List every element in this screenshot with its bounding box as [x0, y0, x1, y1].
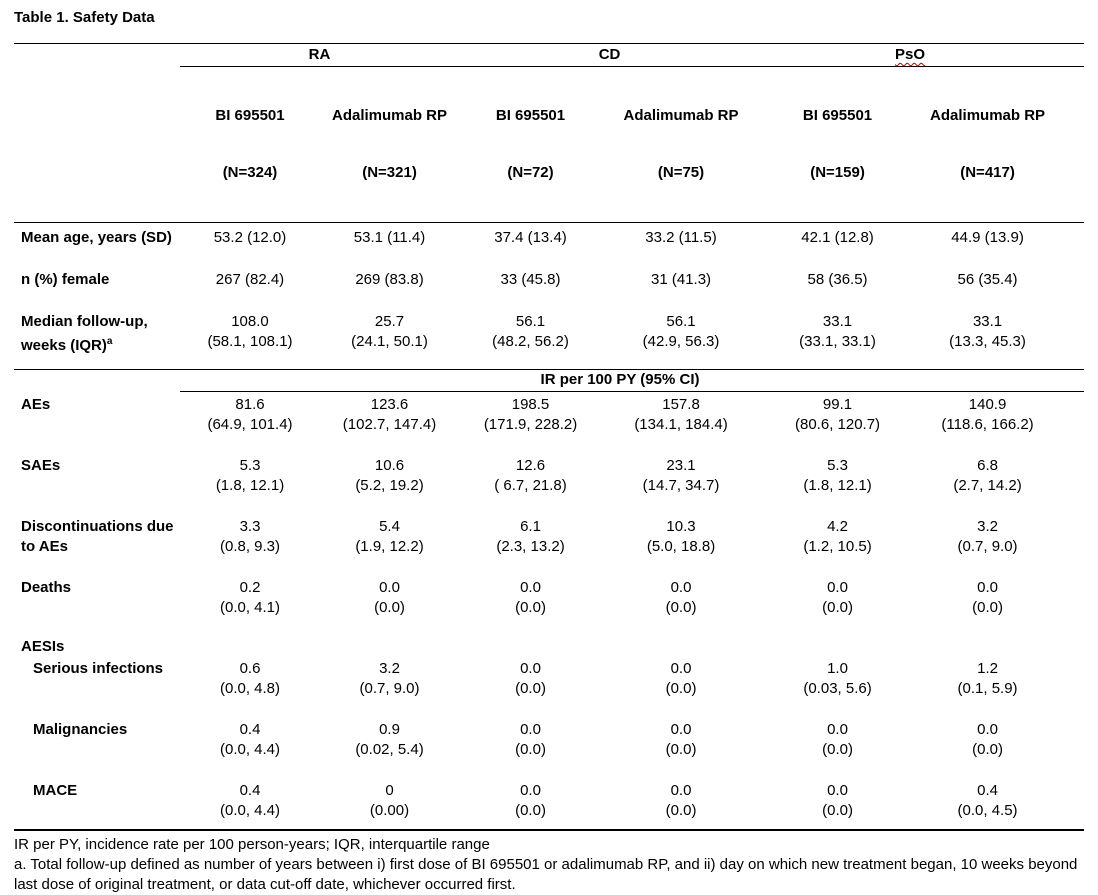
value-cell: 42.1 (12.8) — [801, 229, 874, 246]
column-header-row — [14, 67, 1084, 223]
value-cell: 0.0 (0.0) — [665, 660, 697, 697]
column-header — [459, 67, 602, 223]
table-row-mean-age — [14, 223, 1084, 271]
value-cell: 1.0 (0.03, 5.6) — [803, 660, 872, 697]
footnote-abbreviations: IR per PY, incidence rate per 100 person-years; IQR, interquartile range — [14, 836, 490, 853]
sample-size: (N=324) — [222, 164, 278, 181]
table-header — [14, 44, 1084, 223]
value-cell: 12.6 ( 6.7, 21.8) — [494, 457, 567, 494]
section-corner-cell — [14, 370, 180, 392]
value-cell — [760, 636, 915, 657]
footnote-marker: a — [106, 336, 113, 347]
treatment-name: BI 695501 — [215, 107, 285, 124]
sample-size: (N=72) — [507, 164, 554, 181]
row-label: Malignancies — [33, 721, 128, 738]
value-cell: 25.7 (24.1, 50.1) — [351, 313, 428, 350]
table-row-serious-infections — [14, 657, 1084, 718]
value-cell: 0.0 (0.0) — [822, 721, 853, 758]
treatment-name: BI 695501 — [802, 107, 873, 124]
value-cell — [459, 636, 602, 657]
value-cell: 198.5 (171.9, 228.2) — [483, 396, 578, 433]
section-header-cell — [180, 370, 1084, 392]
table-row-median-follow-up — [14, 312, 1084, 370]
value-cell: 123.6 (102.7, 147.4) — [342, 396, 437, 433]
value-cell — [320, 636, 459, 657]
treatment-name: Adalimumab RP — [930, 107, 1046, 124]
table-row-malignancies — [14, 718, 1084, 779]
value-cell: 0 (0.00) — [369, 782, 410, 819]
value-cell: 5.3 (1.8, 12.1) — [803, 457, 872, 494]
section-header-row — [14, 370, 1084, 392]
value-cell: 37.4 (13.4) — [494, 229, 567, 246]
value-cell: 0.0 (0.0) — [515, 782, 546, 819]
value-cell: 0.0 (0.0) — [665, 579, 697, 616]
group-label-cd: CD — [598, 46, 621, 63]
value-cell: 23.1 (14.7, 34.7) — [642, 457, 720, 494]
row-label: SAEs — [21, 457, 61, 474]
table-row-discontinuations-due-to-aes — [14, 514, 1084, 575]
value-cell: 99.1 (80.6, 120.7) — [795, 396, 881, 433]
column-header — [915, 67, 1084, 223]
row-label: MACE — [33, 782, 78, 799]
value-cell: 56 (35.4) — [957, 271, 1018, 288]
group-label-pso: PsO — [895, 46, 926, 63]
ir-section-header — [14, 370, 1084, 392]
value-cell: 0.0 (0.0) — [515, 660, 546, 697]
value-cell: 0.0 (0.0) — [972, 721, 1003, 758]
value-cell: 53.2 (12.0) — [213, 229, 287, 246]
sample-size: (N=75) — [657, 164, 705, 181]
value-cell: 157.8 (134.1, 184.4) — [634, 396, 728, 433]
value-cell: 6.1 (2.3, 13.2) — [496, 518, 565, 555]
header-corner-cell — [14, 44, 180, 67]
column-header — [760, 67, 915, 223]
value-cell: 0.0 (0.0) — [515, 579, 546, 616]
value-cell: 10.6 (5.2, 19.2) — [355, 457, 424, 494]
row-label: AEs — [21, 395, 51, 413]
value-cell: 0.0 (0.0) — [822, 782, 853, 819]
value-cell: 0.4 (0.0, 4.5) — [957, 782, 1018, 819]
row-label: Discontinuations due to AEs — [21, 518, 174, 555]
column-group-row — [14, 44, 1084, 67]
table-row-aes — [14, 392, 1084, 454]
incidence-rate-section — [14, 392, 1084, 831]
header-corner-cell — [14, 67, 180, 223]
footnote-a: a. Total follow-up defined as number of years between i) first dose of BI 695501 or adalimumab RP, and ii) day on which new treatment began, 10 weeks beyond last dose of original treatment, or data cut-off date, whichever occurred first. — [14, 856, 1078, 893]
footnotes — [14, 831, 1084, 895]
value-cell: 0.9 (0.02, 5.4) — [355, 721, 424, 758]
value-cell: 0.2 (0.0, 4.1) — [219, 579, 281, 616]
row-label: Mean age, years (SD) — [21, 229, 172, 246]
treatment-name: Adalimumab RP — [331, 107, 448, 124]
column-group-ra — [180, 44, 459, 67]
row-label: n (%) female — [21, 271, 110, 288]
value-cell: 53.1 (11.4) — [353, 229, 426, 246]
table-row-aesis — [14, 636, 1084, 657]
table-title: Table 1. Safety Data — [14, 9, 155, 26]
value-cell: 0.0 (0.0) — [822, 579, 853, 616]
value-cell — [180, 636, 320, 657]
value-cell — [602, 636, 760, 657]
treatment-name: Adalimumab RP — [623, 107, 739, 124]
table-row-saes — [14, 453, 1084, 514]
value-cell: 31 (41.3) — [651, 271, 712, 288]
value-cell: 10.3 (5.0, 18.8) — [646, 518, 716, 555]
value-cell: 269 (83.8) — [355, 271, 424, 288]
table-row-female — [14, 270, 1084, 312]
value-cell: 81.6 (64.9, 101.4) — [207, 396, 293, 433]
column-header — [180, 67, 320, 223]
section-header-label: IR per 100 PY (95% CI) — [540, 371, 700, 388]
sample-size: (N=159) — [810, 164, 865, 181]
value-cell: 33.1 (33.1, 33.1) — [799, 313, 876, 350]
column-group-pso — [760, 44, 1084, 67]
value-cell: 33 (45.8) — [500, 271, 561, 288]
row-label: AESIs — [21, 638, 65, 655]
value-cell: 6.8 (2.7, 14.2) — [953, 457, 1022, 494]
value-cell: 56.1 (42.9, 56.3) — [642, 313, 720, 350]
row-label: Serious infections — [33, 660, 164, 677]
value-cell: 0.0 (0.0) — [665, 782, 697, 819]
value-cell: 5.4 (1.9, 12.2) — [355, 518, 424, 555]
value-cell: 0.4 (0.0, 4.4) — [219, 782, 281, 819]
value-cell: 267 (82.4) — [215, 271, 285, 288]
value-cell: 5.3 (1.8, 12.1) — [215, 457, 285, 494]
demographics-section — [14, 223, 1084, 370]
value-cell: 4.2 (1.2, 10.5) — [803, 518, 872, 555]
column-header — [602, 67, 760, 223]
value-cell: 56.1 (48.2, 56.2) — [492, 313, 569, 350]
value-cell: 3.3 (0.8, 9.3) — [219, 518, 281, 555]
table-row-deaths — [14, 575, 1084, 636]
column-group-cd — [459, 44, 760, 67]
column-header — [320, 67, 459, 223]
treatment-name: BI 695501 — [495, 107, 566, 124]
value-cell — [915, 636, 1084, 657]
value-cell: 0.0 (0.0) — [665, 721, 697, 758]
table-row-mace — [14, 779, 1084, 830]
value-cell: 3.2 (0.7, 9.0) — [957, 518, 1018, 555]
row-label: Deaths — [21, 579, 72, 596]
value-cell: 140.9 (118.6, 166.2) — [941, 396, 1034, 433]
safety-data-table — [14, 43, 1084, 831]
value-cell: 1.2 (0.1, 5.9) — [957, 660, 1018, 697]
row-label: Median follow-up, weeks (IQR)$^a$ — [21, 313, 148, 354]
value-cell: 33.2 (11.5) — [645, 229, 717, 246]
value-cell: 0.0 (0.0) — [515, 721, 546, 758]
value-cell: 0.0 (0.0) — [374, 579, 405, 616]
value-cell: 44.9 (13.9) — [951, 229, 1024, 246]
value-cell: 3.2 (0.7, 9.0) — [359, 660, 420, 697]
value-cell: 0.4 (0.0, 4.4) — [219, 721, 281, 758]
sample-size: (N=417) — [960, 164, 1015, 181]
value-cell: 0.0 (0.0) — [972, 579, 1003, 616]
group-label-ra: RA — [308, 46, 331, 63]
value-cell: 108.0 (58.1, 108.1) — [207, 313, 293, 350]
value-cell: 33.1 (13.3, 45.3) — [949, 313, 1026, 350]
value-cell: 58 (36.5) — [807, 271, 868, 288]
sample-size: (N=321) — [362, 164, 417, 181]
value-cell: 0.6 (0.0, 4.8) — [219, 660, 281, 697]
